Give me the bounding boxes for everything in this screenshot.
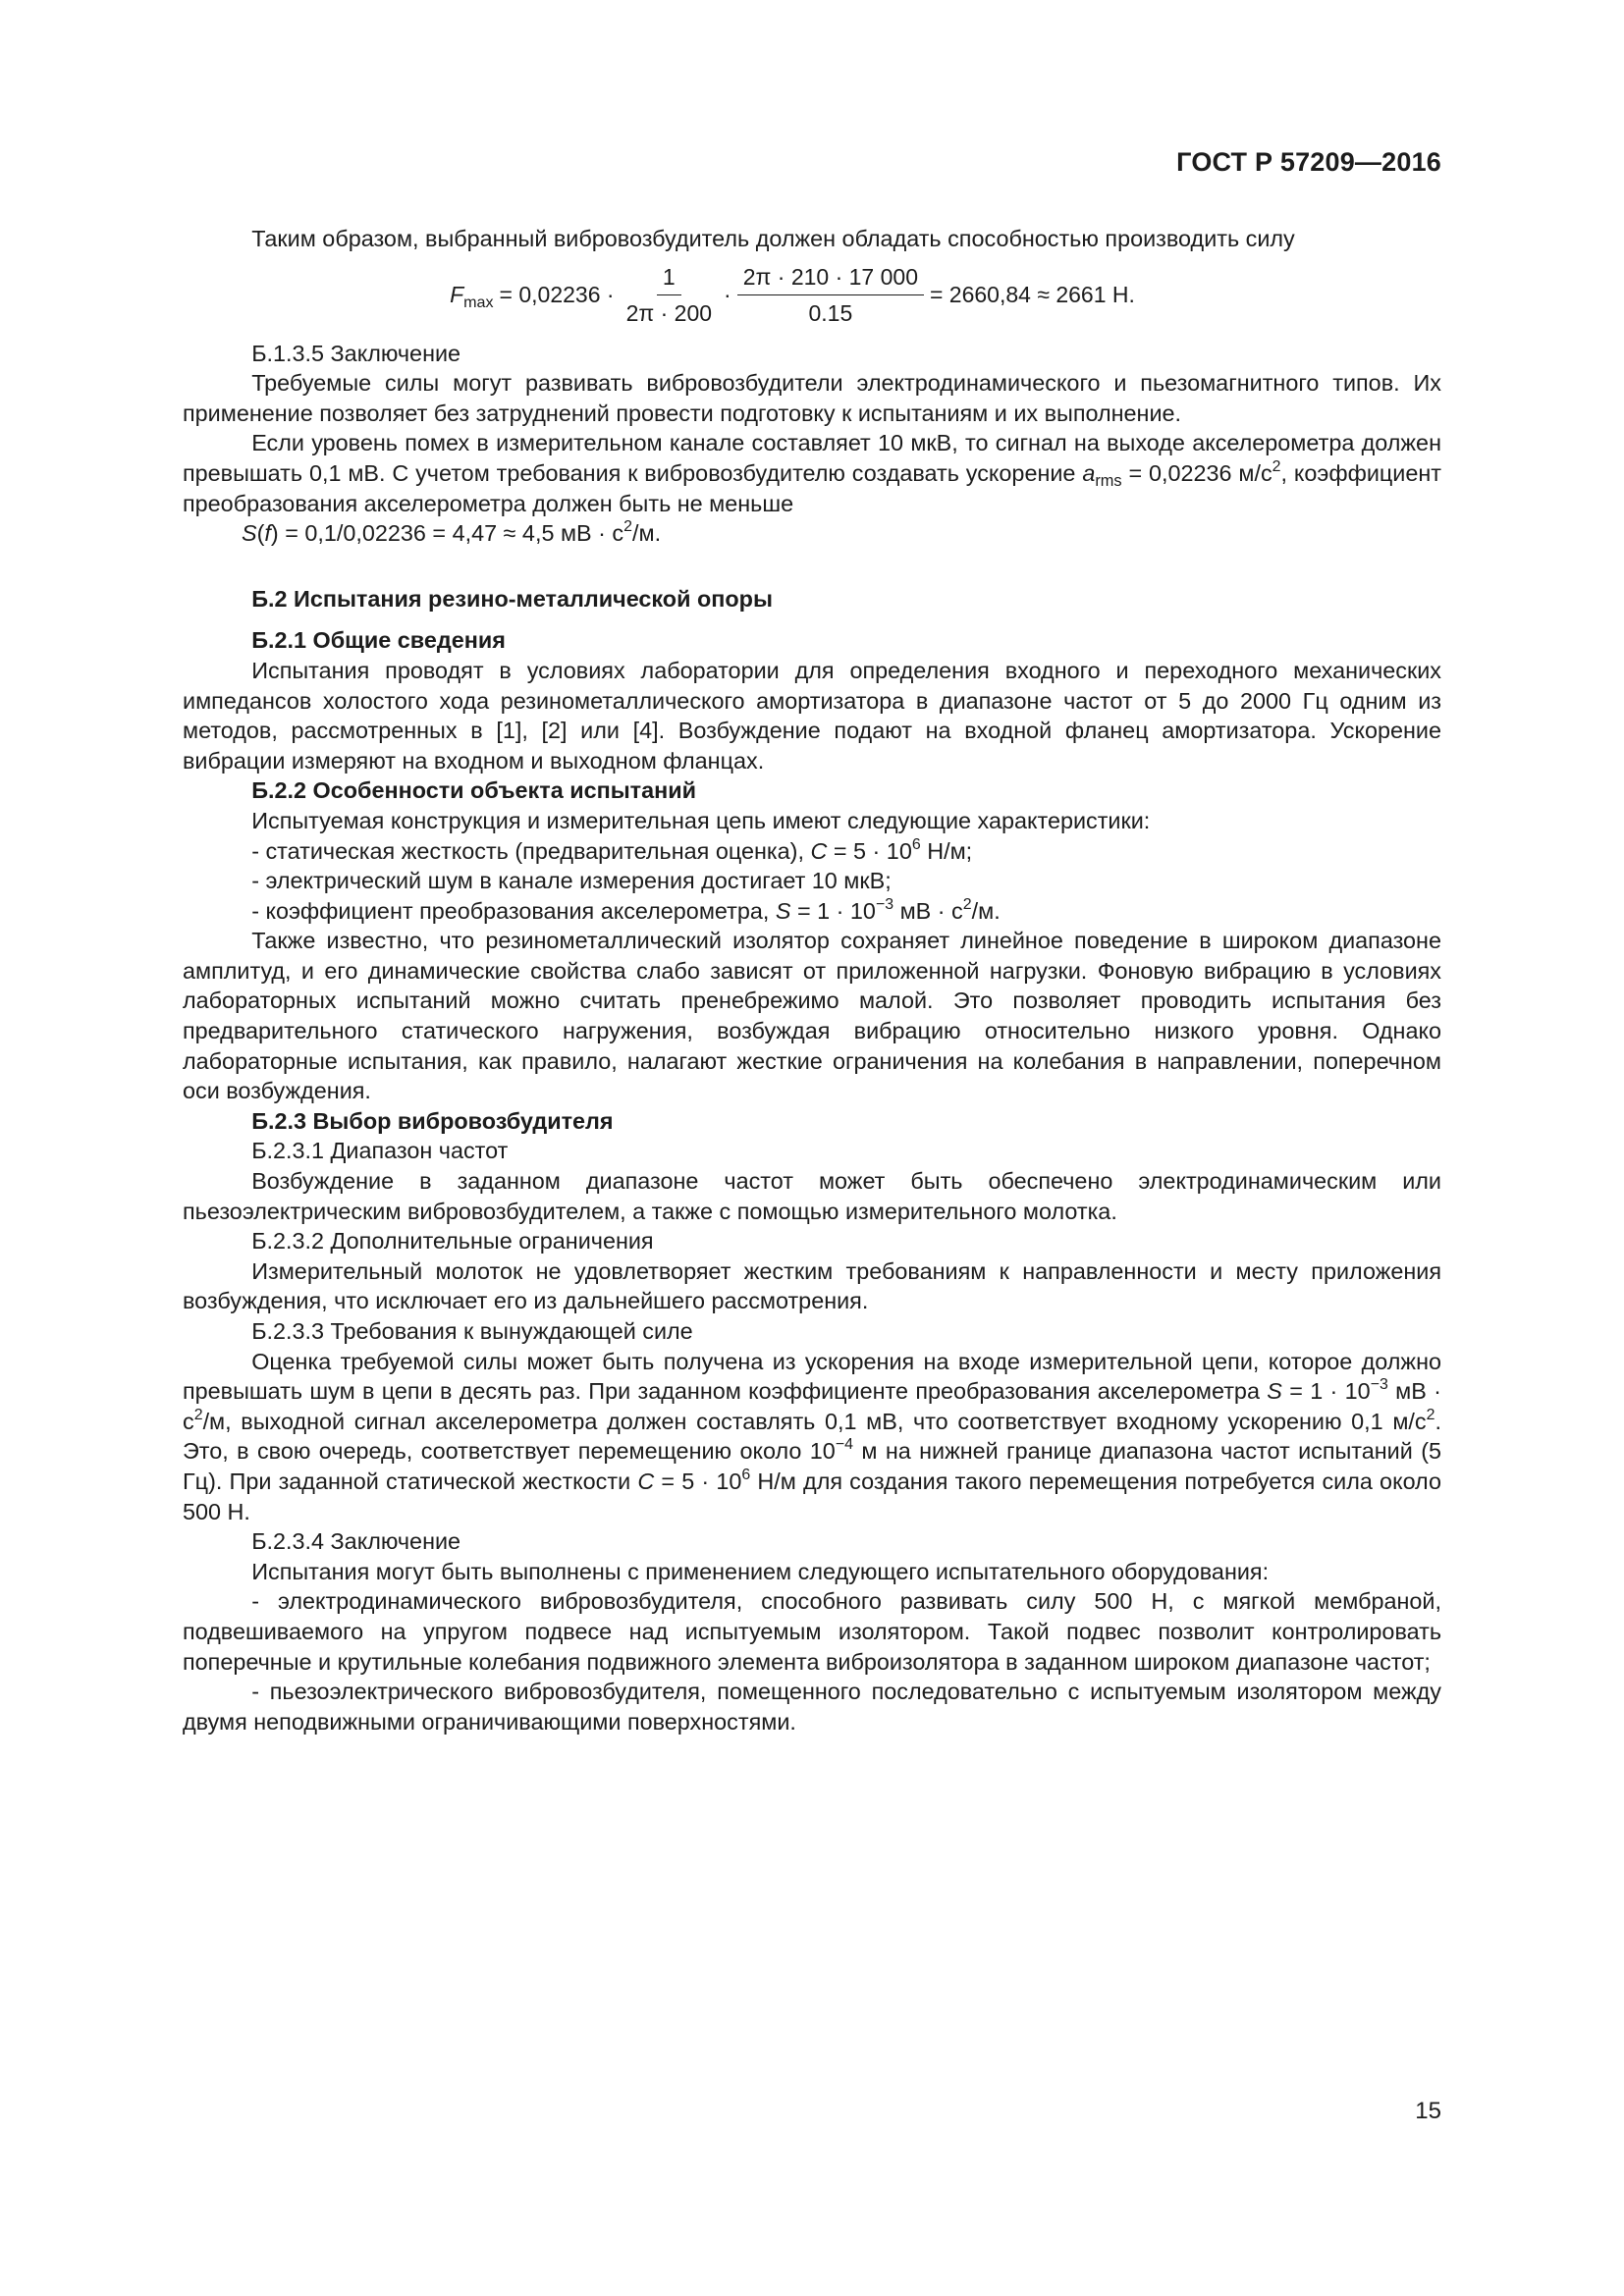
list-item: - статическая жесткость (предварительная оценка), $C = 5 \cdot 10^6$ Н/м; [251, 835, 973, 864]
section-heading: Б.2.3.4 Заключение [251, 1528, 461, 1555]
formula-dot: · [724, 282, 731, 308]
section-heading: Б.1.3.5 Заключение [251, 340, 461, 366]
paragraph: Испытуемая конструкция и измерительная цепь имеют следующие характеристики: [251, 807, 1151, 833]
document-code: ГОСТ Р 57209—2016 [1176, 147, 1441, 177]
page-number: 15 [1415, 2098, 1441, 2124]
section-heading: Б.2 Испытания резино-металлической опоры [251, 585, 773, 612]
paragraph: Требуемые силы могут развивать вибровозбудители электродинамического и пьезомагнитного типов. Их применение позволяет без затруднений провести подготовку к испытаниям и их выполнение. [183, 370, 1441, 426]
sensitivity-formula: S(f) = 0,1/0,02236 = 4,47 ≈ 4,5 мВ · $с^2/м$. [242, 518, 662, 547]
section-heading: Б.2.2 Особенности объекта испытаний [251, 777, 697, 804]
list-item: - коэффициент преобразования акселерометра, $S = 1 \cdot 10^{-3}$ мВ · $с^2/м$. [251, 895, 1001, 924]
section-heading: Б.2.3.1 Диапазон частот [251, 1138, 509, 1164]
formula-fraction-2: $\frac{2\pi \cdot 210 \cdot 17 000}{0.15}$ [737, 262, 924, 329]
paragraph: Также известно, что резинометаллический изолятор сохраняет линейное поведение в широком диапазоне амплитуд, и его динамические свойства слабо зависят от приложенной нагрузки. Фоновую вибрацию в условиях лабораторных испытаний можно считать пренебрежимо малой. Это позволяет проводить испытания без предварительного статического нагружения, возбуждая вибрацию относительно низкого уровня. Однако лабораторные испытания, как правило, налагают жесткие ограничения на колебания в направлении, поперечном оси возбуждения. [183, 928, 1441, 1104]
page-content [183, 224, 1441, 1736]
force-intro-paragraph: Таким образом, выбранный вибровозбудитель должен обладать способностью производить силу [251, 226, 1295, 251]
list-item: - электрический шум в канале измерения достигает 10 мкВ; [251, 868, 892, 894]
section-heading: Б.2.3.2 Дополнительные ограничения [251, 1228, 654, 1255]
section-heading: Б.2.3.3 Требования к вынуждающей силе [251, 1318, 693, 1344]
paragraph: Измерительный молоток не удовлетворяет жестким требованиям к направленности и месту приложения возбуждения, что исключает его из дальнейшего рассмотрения. [183, 1257, 1441, 1314]
list-item: - электродинамического вибровозбудителя, способного развивать силу 500 Н, с мягкой мембраной, подвешиваемого на упругом подвесе над испытуемым изолятором. Такой подвес позволит контролировать поперечные и крутильные колебания подвижного элемента виброизолятора в заданном широком диапазоне частот; [183, 1588, 1441, 1675]
paragraph: Оценка требуемой силы может быть получена из ускорения на входе измерительной цепи, которое должно превышать шум в цепи в десять раз. При заданном коэффициенте преобразования акселерометра $S = 1 \cdot 10^{-3}$ мВ · $с^2/м$, выходной сигнал акселерометра должен составлять 0,1 мВ, что соответствует входному ускорению 0,1 $м/с^2$. Это, в свою очередь, соответствует перемещению около $10^{-4}$ м на нижней границе диапазона частот испытаний (5 Гц). При заданной статической жесткости $C = 5 \cdot 10^6$ Н/м для создания такого перемещения потребуется сила около 500 Н. [183, 1348, 1441, 1524]
section-heading: Б.2.3 Выбор вибровозбудителя [251, 1107, 614, 1134]
formula-fraction-1: $\frac{1}{2\pi \cdot 200}$ [625, 263, 713, 327]
formula-lhs: $F_{max}$ [450, 282, 494, 312]
paragraph: Возбуждение в заданном диапазоне частот может быть обеспечено электродинамическим или пьезоэлектрическим вибровозбудителем, а также с помощью измерительного молотка. [183, 1168, 1441, 1224]
list-item: - пьезоэлектрического вибровозбудителя, помещенного последовательно с испытуемым изолятором между двумя неподвижными ограничивающими поверхностями. [183, 1679, 1441, 1735]
paragraph: Если уровень помех в измерительном канале составляет 10 мкВ, то сигнал на выходе акселерометра должен превышать 0,1 мВ. С учетом требования к вибровозбудителю создавать ускорение $a_{rms} = 0,02236$ $м/с^2$, коэффициент преобразования акселерометра должен быть не меньше [183, 430, 1441, 516]
formula-coefficient: = 0,02236 · [499, 282, 615, 308]
section-heading: Б.2.1 Общие сведения [251, 627, 506, 654]
force-formula [183, 256, 1441, 335]
paragraph: Испытания могут быть выполнены с применением следующего испытательного оборудования: [251, 1558, 1270, 1584]
paragraph: Испытания проводят в условиях лаборатории для определения входного и переходного механических импедансов холостого хода резинометаллического амортизатора в диапазоне частот от 5 до 2000 Гц одним из методов, рассмотренных в [1], [2] или [4]. Возбуждение подают на входной фланец амортизатора. Ускорение вибрации измеряют на входном и выходном фланцах. [183, 657, 1441, 774]
formula-result: = 2660,84 ≈ 2661 Н. [929, 282, 1135, 308]
